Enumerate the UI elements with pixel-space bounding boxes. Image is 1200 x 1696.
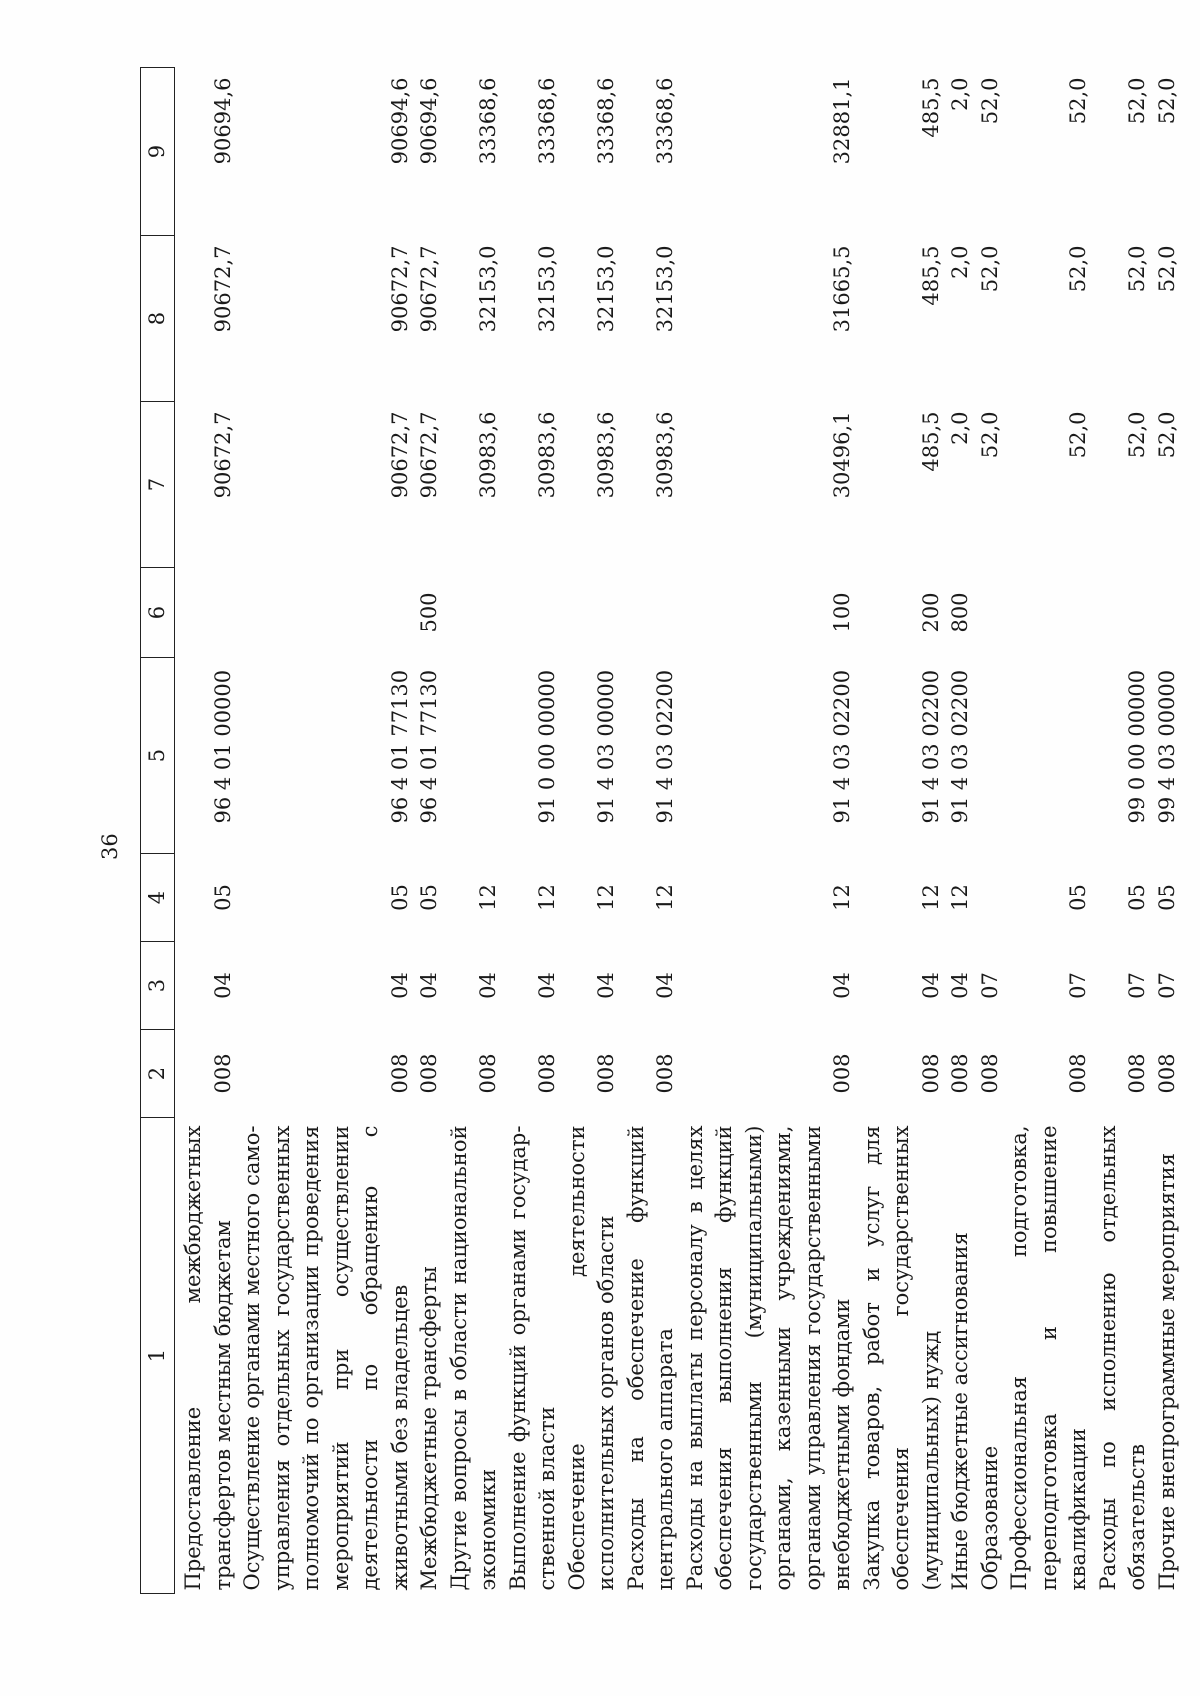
cell-section: 07 [1125,972,1149,999]
column-header: 2 [141,1030,175,1118]
row-name: Другие вопросы в области национальной экономики [446,1125,500,1591]
cell-subsection: 05 [417,884,441,911]
cell-target-article [1005,658,1094,854]
table-row [976,68,1006,1594]
cell-subsection: 05 [210,884,235,911]
cell-expense-type [175,568,239,658]
cell-amount-year-3: 2,0 [948,77,972,111]
cell-expense-type [1153,568,1183,658]
table-row [1094,68,1153,1594]
cell-section: 04 [918,972,943,999]
column-header: 5 [141,658,175,854]
cell-subsection: 12 [830,884,854,911]
cell-amount-year-1: 30983,6 [535,411,559,499]
cell-amount-year-1: 90672,7 [210,411,235,499]
row-name: Расходы на выплаты персоналу в целях обеспечения выполнения функций государственными (муниципальными) органами, казенными учреждениями, органами управления государственными внебюджетными фондами [682,1125,854,1591]
row-name: Расходы на обеспечение функций центрального аппарата [623,1125,677,1591]
cell-ministry-code: 008 [918,1053,943,1094]
cell-subsection: 05 [387,884,412,911]
cell-amount-year-1: 90672,7 [387,411,412,499]
table-row [858,68,947,1594]
column-header: 4 [141,854,175,942]
cell-ministry-code: 008 [210,1053,235,1094]
cell-subsection: 12 [653,884,677,911]
table-row [563,68,622,1594]
cell-amount-year-3: 33368,6 [653,77,677,165]
cell-target-article: 96 4 01 77130 [387,669,412,824]
cell-amount-year-2: 32153,0 [653,245,677,333]
cell-amount-year-2: 90672,7 [210,245,235,333]
cell-target-article: 96 4 01 00000 [210,669,235,824]
cell-section: 04 [653,972,677,999]
cell-amount-year-3: 33368,6 [476,77,500,165]
cell-amount-year-2: 31665,5 [830,245,854,333]
cell-amount-year-2: 32153,0 [476,245,500,333]
cell-subsection: 05 [1066,884,1090,911]
cell-amount-year-1: 52,0 [1154,411,1179,459]
cell-ministry-code: 008 [1125,1053,1149,1094]
cell-ministry-code: 008 [977,1053,1002,1094]
column-header: 8 [141,236,175,402]
page-number: 36 [98,833,122,860]
cell-target-article: 96 4 01 77130 [417,669,441,824]
cell-expense-type [504,568,563,658]
cell-section: 07 [1154,972,1179,999]
cell-amount-year-2: 90672,7 [417,245,441,333]
cell-amount-year-2: 52,0 [1066,245,1090,293]
cell-target-article: 91 4 03 02200 [653,669,677,824]
cell-target-article: 91 4 03 02200 [948,669,972,824]
cell-target-article: 91 4 03 02200 [830,669,854,824]
cell-subsection: 12 [948,884,972,911]
row-name: Иные бюджетные ассигнования [948,1232,972,1591]
budget-table [140,67,1182,1594]
cell-target-article [976,658,1006,854]
cell-amount-year-1: 30983,6 [653,411,677,499]
table-row [504,68,563,1594]
cell-amount-year-1: 30983,6 [476,411,500,499]
cell-expense-type [238,568,415,658]
cell-amount-year-3: 90694,6 [387,77,412,165]
cell-target-article: 91 4 03 02200 [918,669,943,824]
cell-target-article: 99 0 00 00000 [1125,669,1149,824]
cell-amount-year-3: 90694,6 [210,77,235,165]
cell-section: 07 [1066,972,1090,999]
cell-subsection: 12 [535,884,559,911]
cell-amount-year-1: 52,0 [1125,411,1149,459]
cell-amount-year-1: 485,5 [918,411,943,472]
cell-amount-year-2: 485,5 [918,245,943,306]
cell-section: 04 [830,972,854,999]
cell-subsection: 05 [1125,884,1149,911]
cell-amount-year-1: 30983,6 [594,411,618,499]
row-name: Закупка товаров, работ и услуг для обеспечения государственных (муниципальных) нужд [859,1125,943,1591]
cell-section: 04 [387,972,412,999]
table-row [681,68,858,1594]
cell-subsection: 05 [1154,884,1179,911]
table-row [622,68,681,1594]
cell-amount-year-3: 33368,6 [594,77,618,165]
column-header: 6 [141,568,175,658]
cell-expense-type: 200 [918,592,943,633]
cell-ministry-code: 008 [594,1053,618,1094]
column-header: 7 [141,402,175,568]
cell-expense-type [445,568,504,658]
cell-amount-year-1: 52,0 [1066,411,1090,459]
column-header: 1 [141,1118,175,1594]
cell-amount-year-2: 52,0 [977,245,1002,293]
cell-ministry-code: 008 [830,1053,854,1094]
cell-subsection: 12 [918,884,943,911]
cell-amount-year-3: 52,0 [1125,77,1149,125]
row-name: Выполнение функций органами государственной власти [505,1125,559,1591]
table-row [445,68,504,1594]
table-row [238,68,415,1594]
cell-amount-year-1: 52,0 [977,411,1002,459]
cell-amount-year-3: 32881,1 [830,77,854,165]
row-name: Профессиональная подготовка, переподготовка и повышение квалификации [1007,1125,1090,1591]
cell-amount-year-1: 2,0 [948,411,972,445]
cell-target-article [445,658,504,854]
cell-amount-year-2: 52,0 [1154,245,1179,293]
cell-amount-year-3: 90694,6 [417,77,441,165]
table-row [946,68,976,1594]
cell-ministry-code: 008 [1066,1053,1090,1094]
table-row [415,68,445,1594]
row-name: Прочие внепрограммные мероприятия [1154,1152,1179,1591]
cell-expense-type [1094,568,1153,658]
cell-expense-type [622,568,681,658]
row-name: Предоставление межбюджетных трансфертов местным бюджетам [181,1125,235,1591]
cell-expense-type [1005,568,1094,658]
cell-section: 04 [417,972,441,999]
cell-target-article: 91 0 00 00000 [535,669,559,824]
cell-section: 04 [210,972,235,999]
row-name: Образование [977,1445,1002,1591]
cell-amount-year-2: 52,0 [1125,245,1149,293]
row-name: Осуществление органами местного самоуправления отдельных государственных полномочий по организации проведения мероприятий при осуществлении деятельности по обращению с животными без владельцев [240,1125,412,1591]
cell-amount-year-3: 33368,6 [535,77,559,165]
cell-ministry-code: 008 [417,1053,441,1094]
cell-ministry-code: 008 [476,1053,500,1094]
column-header: 3 [141,942,175,1030]
row-name: Межбюджетные трансферты [417,1266,441,1591]
cell-section: 04 [948,972,972,999]
cell-expense-type [563,568,622,658]
cell-expense-type [976,568,1006,658]
cell-amount-year-3: 485,5 [918,77,943,138]
cell-amount-year-2: 90672,7 [387,245,412,333]
table-header-row [141,68,175,1594]
cell-amount-year-1: 90672,7 [417,411,441,499]
cell-ministry-code: 008 [1154,1053,1179,1094]
cell-amount-year-1: 30496,1 [830,411,854,499]
cell-ministry-code: 008 [387,1053,412,1094]
cell-target-article: 99 4 03 00000 [1154,669,1179,824]
cell-expense-type: 800 [948,592,972,633]
cell-section: 07 [977,972,1002,999]
table-row [175,68,239,1594]
cell-amount-year-2: 32153,0 [535,245,559,333]
cell-subsection: 12 [594,884,618,911]
cell-expense-type: 500 [417,592,441,633]
cell-target-article: 91 4 03 00000 [594,669,618,824]
cell-ministry-code: 008 [653,1053,677,1094]
cell-section: 04 [476,972,500,999]
cell-ministry-code: 008 [535,1053,559,1094]
row-name: Расходы по исполнению отдельных обязательств [1095,1125,1149,1591]
cell-amount-year-3: 52,0 [1066,77,1090,125]
cell-amount-year-3: 52,0 [1154,77,1179,125]
column-header: 9 [141,68,175,236]
rotated-page [140,68,1180,1594]
cell-amount-year-3: 52,0 [977,77,1002,125]
cell-section: 04 [594,972,618,999]
row-name: Обеспечение деятельности исполнительных органов области [564,1125,618,1591]
cell-subsection [976,854,1006,942]
cell-section: 04 [535,972,559,999]
cell-expense-type: 100 [830,592,854,633]
cell-ministry-code: 008 [948,1053,972,1094]
table-row [1153,68,1183,1594]
cell-amount-year-2: 2,0 [948,245,972,279]
cell-amount-year-2: 32153,0 [594,245,618,333]
table-row [1005,68,1094,1594]
cell-subsection: 12 [476,884,500,911]
